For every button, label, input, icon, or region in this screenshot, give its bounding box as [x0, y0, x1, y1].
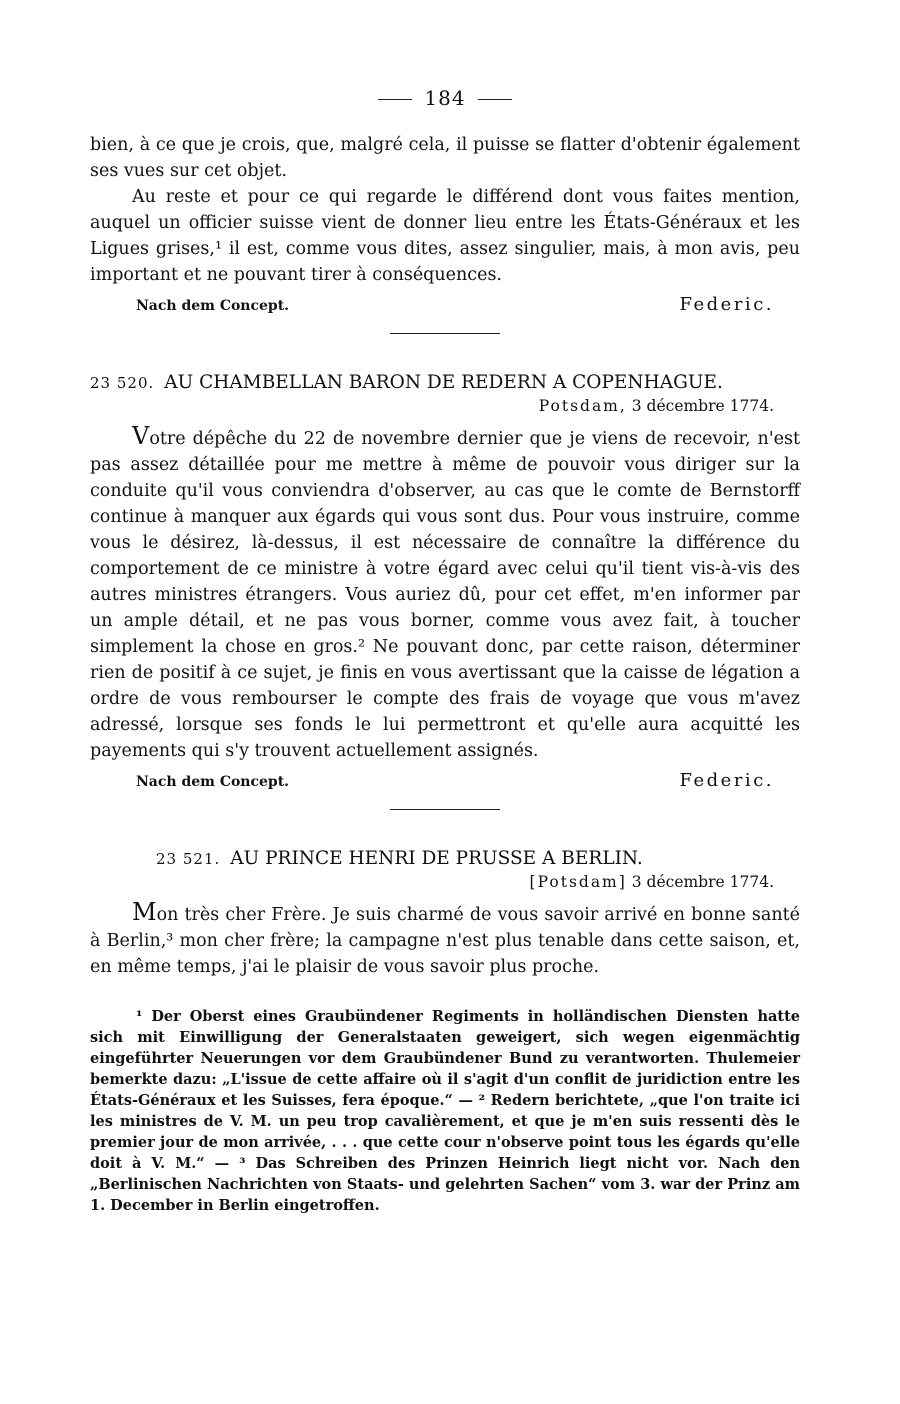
letter-title: AU PRINCE HENRI DE PRUSSE A BERLIN.: [230, 848, 643, 869]
letter-heading-23521: [90, 848, 800, 869]
continuation-paragraph: bien, à ce que je crois, que, malgré cela, il puisse se flatter d'obtenir également ses vues sur cet objet.: [90, 135, 800, 181]
letter-body-23521: Mon très cher Frère. Je suis charmé de vous savoir arrivé en bonne santé à Berlin,³ mon cher frère; la campagne n'est plus tenable dans cette saison, et, en même temps, j'ai le plaisir de vous savoir plus proche.: [90, 898, 800, 977]
dateline-23520: [90, 397, 774, 415]
folio-dash-left: [378, 99, 412, 100]
dateline-date: 3 décembre 1774.: [631, 397, 774, 415]
signature: Federic.: [679, 294, 774, 315]
letter-title: AU CHAMBELLAN BARON DE REDERN A COPENHAGUE.: [164, 372, 723, 393]
letter-heading-23520: [90, 372, 800, 393]
closing-row-1: [90, 294, 800, 315]
source-note: Nach dem Concept.: [136, 298, 290, 314]
footnote-text: ¹ Der Oberst eines Graubündener Regiments in holländischen Diensten hatte sich mit Einwilligung der Generalstaaten geweigert, sich wegen eigenmächtig eingeführter Neuerungen vor dem Graubündener Bund zu verantworten. Thulemeier bemerkte dazu: „L'issue de cette affaire où il s'agit d'un conflit de juridiction entre les États-Généraux et les Suisses, fera époque.“ — ² Redern berichtete, „que l'on traite ici les ministres de V. M. un peu trop cavalièrement, et que je m'en suis ressenti dès le premier jour de mon arrivée, . . . que cette cour n'observe point tous les égards qu'elle doit à V. M.“ — ³ Das Schreiben des Prinzen Heinrich liegt nicht vor. Nach den „Berlinischen Nachrichten von Staats- und gelehrten Sachen“ vom 3. war der Prinz am 1. December in Berlin eingetroffen.: [90, 1008, 800, 1214]
footnotes: [90, 1006, 800, 1216]
section-divider: [390, 333, 500, 334]
letter-body-23520: Votre dépêche du 22 de novembre dernier que je viens de recevoir, n'est pas assez détaillée pour me mettre à même de pouvoir vous diriger sur la conduite qu'il vous conviendra d'observer, au cas que le comte de Bernstorff continue à manquer aux égards qui vous sont dus. Pour vous instruire, comme vous le désirez, là-dessus, il est nécessaire de connaître la différence du comportement de ce ministre à votre égard avec celui qu'il tient vis-à-vis des autres ministres étrangers. Vous auriez dû, pour cet effet, m'en informer par un ample détail, et ne pas vous borner, comme vous avez fait, à toucher simplement la chose en gros.² Ne pouvant donc, par cette raison, déterminer rien de positif à ce sujet, je finis en vous avertissant que la caisse de légation a ordre de vous rembourser le compte des frais de voyage que vous m'avez adressé, lorsque ses fonds le lui permettront et qu'elle aura acquitté les payements qui s'y trouvent actuellement assignés.: [90, 422, 800, 761]
letter-number: 23 520.: [90, 374, 155, 392]
dateline-place: Potsdam,: [538, 397, 627, 415]
dateline-date: 3 décembre 1774.: [631, 873, 774, 891]
page-number-text: 184: [424, 86, 466, 110]
signature: Federic.: [679, 770, 774, 791]
source-note: Nach dem Concept.: [136, 774, 290, 790]
page-number: [90, 86, 800, 110]
book-page: [90, 86, 800, 1216]
folio-dash-right: [478, 99, 512, 100]
section-divider: [390, 809, 500, 810]
letter-number: 23 521.: [156, 850, 221, 868]
dateline-place: [Potsdam]: [529, 873, 627, 891]
dateline-23521: [90, 873, 774, 891]
reste-paragraph: Au reste et pour ce qui regarde le différend dont vous faites mention, auquel un officier suisse vient de donner lieu entre les États-Généraux et les Ligues grises,¹ il est, comme vous dites, assez singulier, mais, à mon avis, peu important et ne pouvant tirer à conséquences.: [90, 187, 800, 285]
closing-row-2: [90, 770, 800, 791]
